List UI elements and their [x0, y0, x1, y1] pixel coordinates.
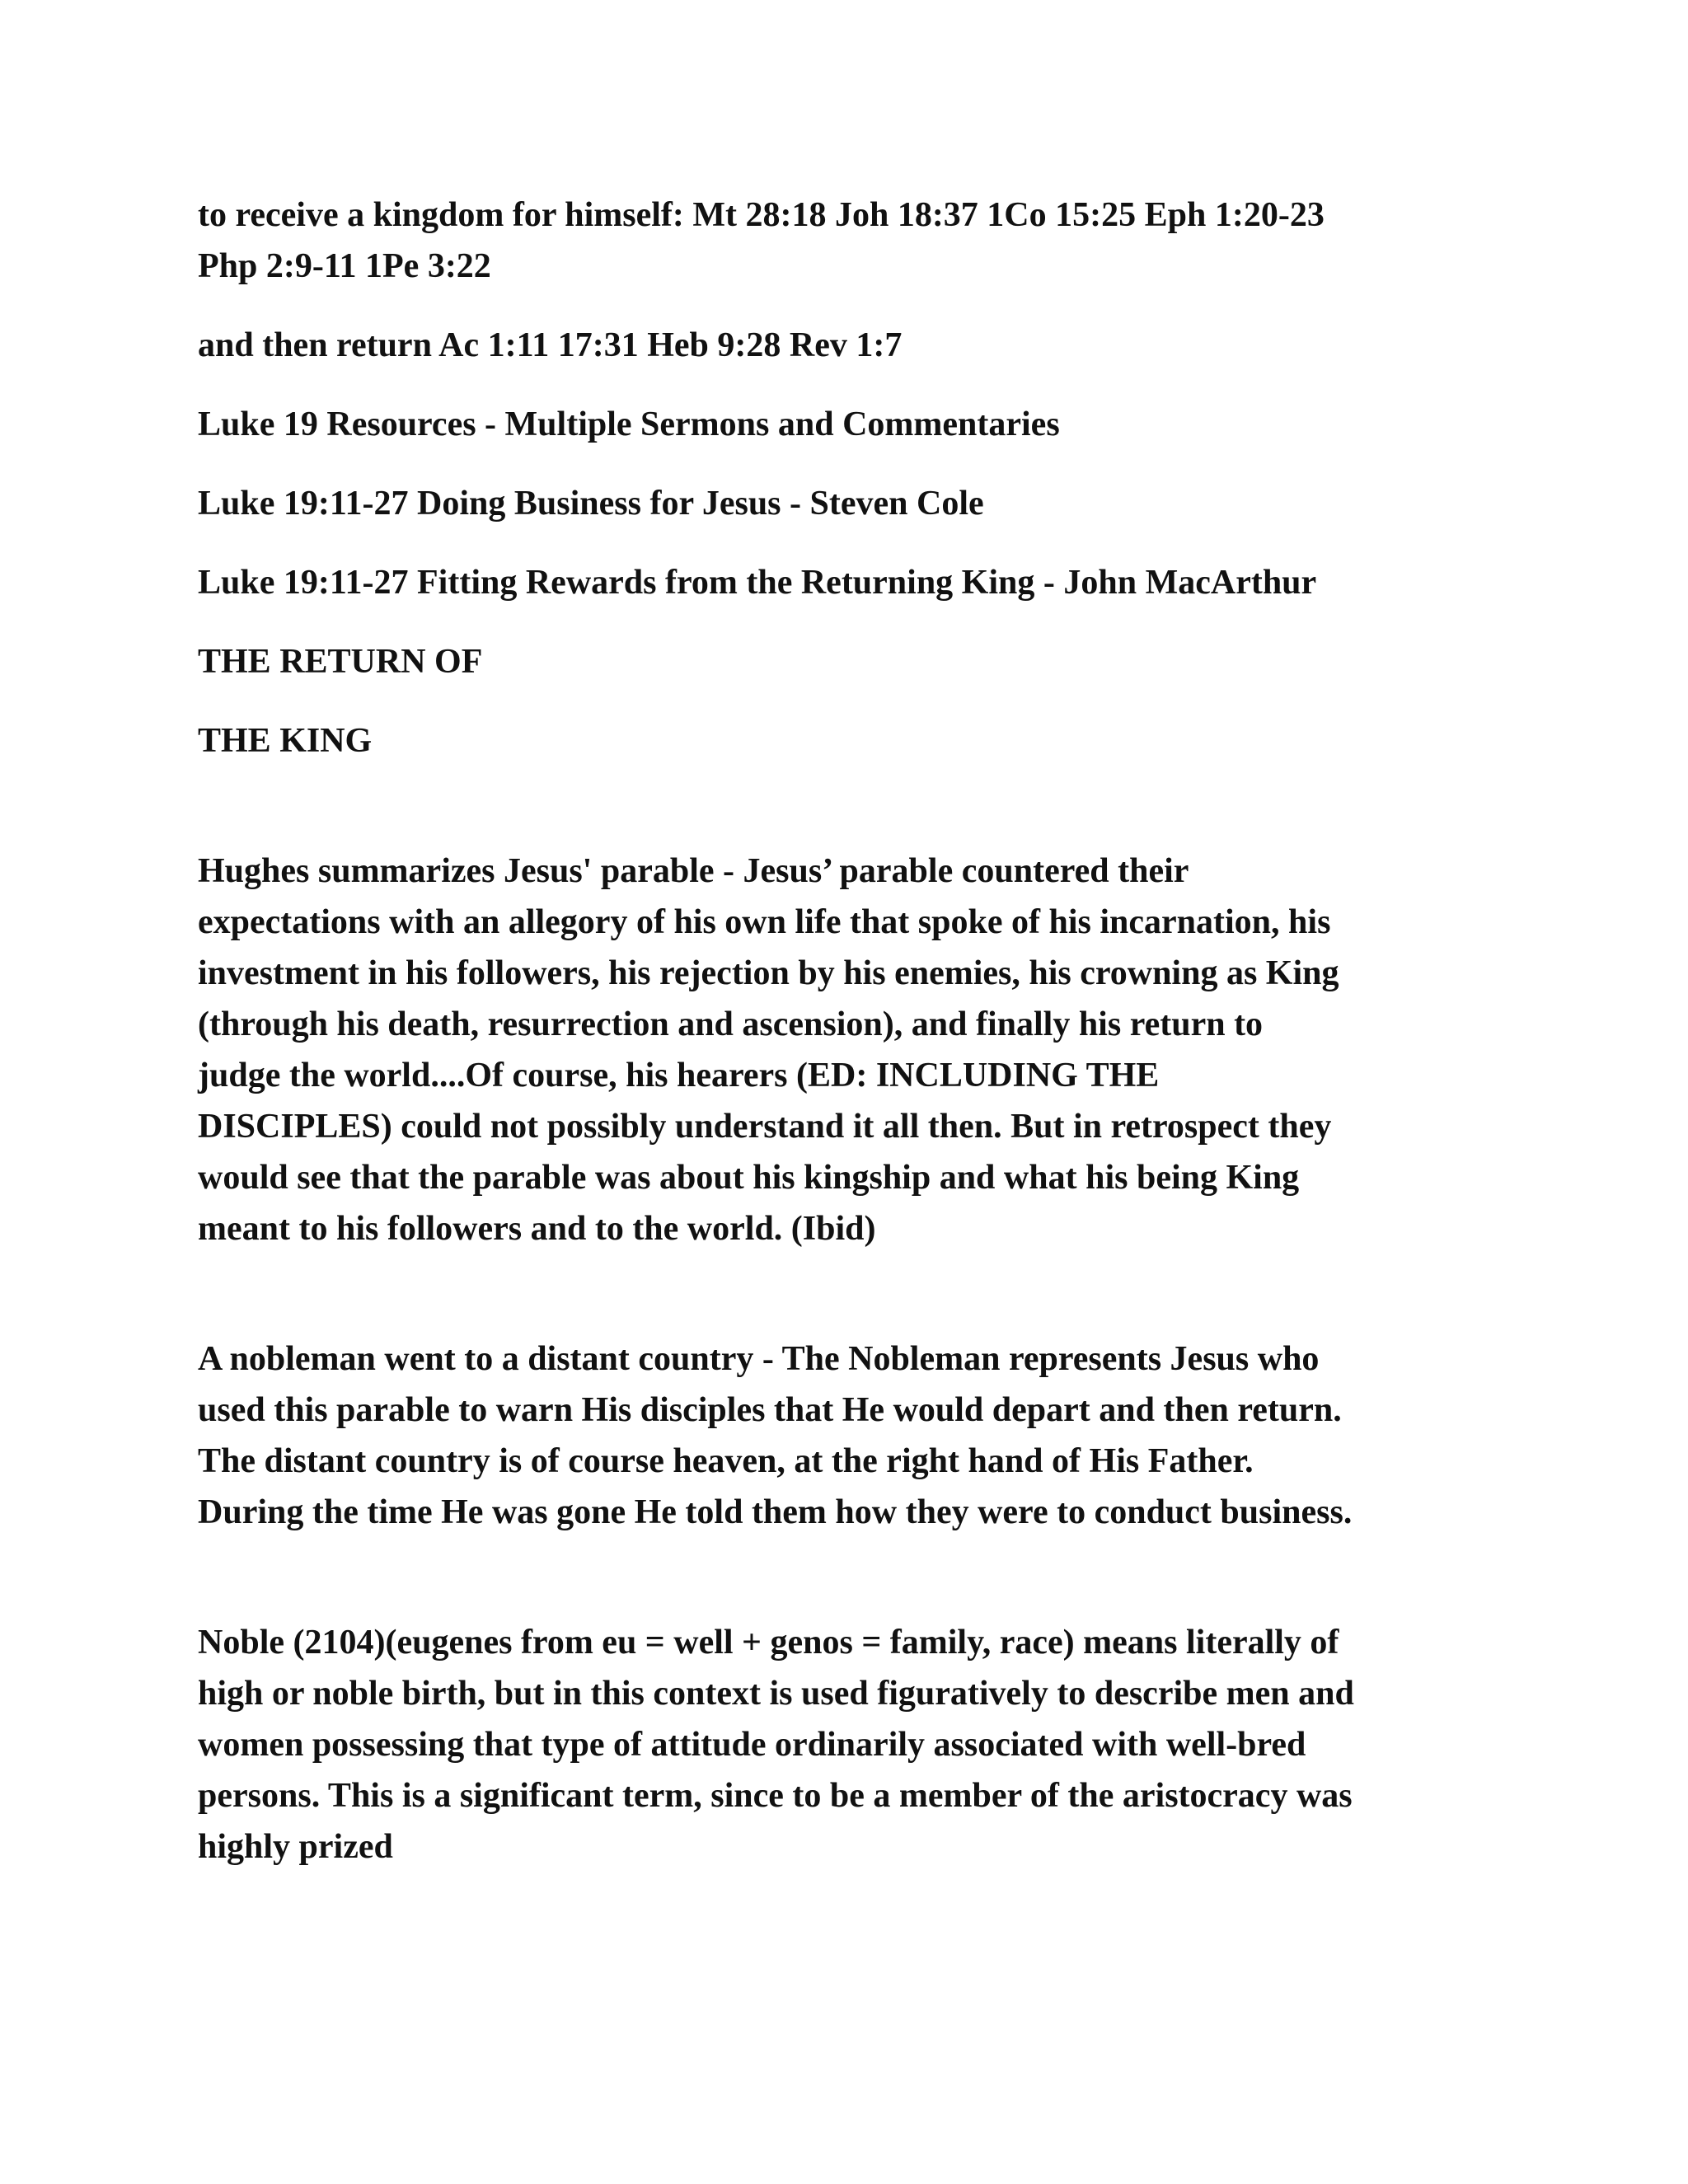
text-line: meant to his followers and to the world. (Ibid): [198, 1210, 876, 1248]
section-heading-line-2: [198, 715, 1500, 766]
resources-link[interactable]: [198, 399, 1500, 450]
text-line: Hughes summarizes Jesus' parable - Jesus’ parable countered their: [198, 852, 1189, 890]
hughes-summary-paragraph: [198, 846, 1500, 1254]
text-line: THE KING: [198, 722, 373, 760]
macarthur-sermon-link[interactable]: [198, 557, 1500, 608]
text-line: highly prized: [198, 1828, 393, 1866]
text-line: The distant country is of course heaven, at the right hand of His Father.: [198, 1442, 1254, 1480]
text-line: Php 2:9-11 1Pe 3:22: [198, 247, 491, 285]
text-line: judge the world....Of course, his hearers (ED: INCLUDING THE: [198, 1057, 1160, 1094]
text-line: During the time He was gone He told them how they were to conduct business.: [198, 1493, 1353, 1531]
text-line: Luke 19:11-27 Doing Business for Jesus - Steven Cole: [198, 485, 984, 523]
text-line: A nobleman went to a distant country - The Nobleman represents Jesus who: [198, 1340, 1320, 1378]
text-line: and then return Ac 1:11 17:31 Heb 9:28 Rev 1:7: [198, 326, 903, 364]
section-heading-line-1: [198, 636, 1500, 687]
return-references: [198, 320, 1500, 371]
noble-definition-paragraph: [198, 1617, 1500, 1872]
text-line: used this parable to warn His disciples that He would depart and then return.: [198, 1391, 1342, 1429]
text-line: (through his death, resurrection and ascension), and finally his return to: [198, 1005, 1264, 1043]
cole-sermon-link[interactable]: [198, 478, 1500, 529]
text-line: would see that the parable was about his kingship and what his being King: [198, 1159, 1300, 1197]
nobleman-paragraph: [198, 1333, 1500, 1538]
text-line: high or noble birth, but in this context is used figuratively to describe men and: [198, 1675, 1354, 1713]
text-line: Noble (2104)(eugenes from eu = well + genos = family, race) means literally of: [198, 1624, 1339, 1661]
text-line: investment in his followers, his rejection by his enemies, his crowning as King: [198, 954, 1339, 992]
text-line: THE RETURN OF: [198, 643, 483, 681]
text-line: DISCIPLES) could not possibly understand it all then. But in retrospect they: [198, 1108, 1332, 1146]
text-line: Luke 19 Resources - Multiple Sermons and Commentaries: [198, 405, 1060, 443]
text-line: women possessing that type of attitude ordinarily associated with well-bred: [198, 1726, 1306, 1764]
text-line: persons. This is a significant term, since to be a member of the aristocracy was: [198, 1777, 1353, 1815]
text-line: to receive a kingdom for himself: Mt 28:18 Joh 18:37 1Co 15:25 Eph 1:20-23: [198, 196, 1325, 234]
kingdom-references: [198, 190, 1500, 292]
text-line: Luke 19:11-27 Fitting Rewards from the Returning King - John MacArthur: [198, 564, 1317, 602]
page-content: [198, 190, 1500, 1872]
text-line: expectations with an allegory of his own life that spoke of his incarnation, his: [198, 903, 1331, 941]
